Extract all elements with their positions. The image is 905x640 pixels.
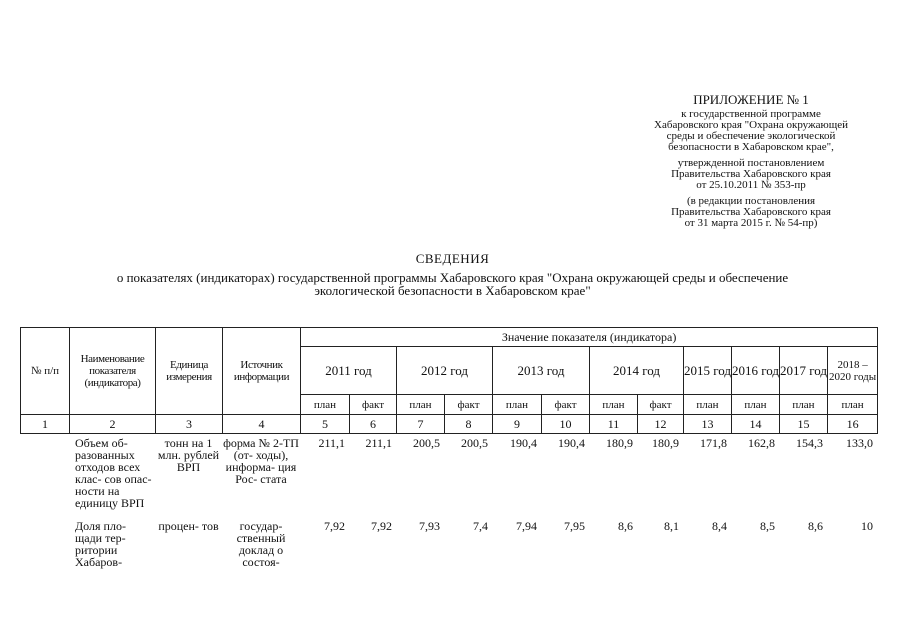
row-value: 162,8 <box>748 436 775 450</box>
header-plan: план <box>397 395 445 415</box>
column-number: 16 <box>828 415 878 434</box>
header-year: 2014 год <box>590 347 684 395</box>
header-year: 2016 год <box>732 347 780 395</box>
column-number: 11 <box>590 415 638 434</box>
row-unit: тонн на 1 млн. рублей ВРП <box>157 436 220 474</box>
row-value: 7,92 <box>324 519 345 533</box>
header-num: № п/п <box>21 328 70 415</box>
row-value: 7,92 <box>371 519 392 533</box>
row-name: Объем об- разованных отходов всех клас- сов опас- ности на единицу ВРП <box>75 436 152 510</box>
appendix-line: безопасности в Хабаровском крае", <box>668 141 834 153</box>
column-number: 10 <box>542 415 590 434</box>
column-number: 9 <box>493 415 542 434</box>
column-number: 2 <box>70 415 156 434</box>
header-plan: план <box>590 395 638 415</box>
header-fact: факт <box>638 395 684 415</box>
indicators-table-header <box>20 327 878 434</box>
column-number: 4 <box>223 415 301 434</box>
row-unit: процен- тов <box>158 519 219 533</box>
row-value: 200,5 <box>461 436 488 450</box>
header-plan: план <box>828 395 878 415</box>
header-fact: факт <box>350 395 397 415</box>
row-num <box>20 437 69 509</box>
row-value: 211,1 <box>318 436 345 450</box>
row-value: 10 <box>861 519 873 533</box>
row-value: 7,94 <box>516 519 537 533</box>
table-row <box>20 437 877 509</box>
appendix-line: утвержденной постановлением <box>677 157 825 169</box>
row-value: 7,95 <box>564 519 585 533</box>
indicators-table-body <box>20 437 877 568</box>
header-year: 2011 год <box>301 347 397 395</box>
document-title: СВЕДЕНИЯ <box>415 251 490 266</box>
row-source: государ- ственный доклад о состоя- <box>236 519 286 569</box>
row-num <box>20 509 69 568</box>
appendix-line: Правительства Хабаровского края <box>671 168 831 180</box>
row-value: 8,6 <box>808 519 823 533</box>
column-number: 6 <box>350 415 397 434</box>
header-year: 2018 – 2020 годы <box>828 347 878 395</box>
column-number: 1 <box>21 415 70 434</box>
header-plan: план <box>301 395 350 415</box>
row-value: 8,4 <box>712 519 727 533</box>
header-source: Источник информации <box>223 328 301 415</box>
column-number: 7 <box>397 415 445 434</box>
appendix-line: (в редакции постановления <box>686 195 816 207</box>
column-number: 12 <box>638 415 684 434</box>
row-value: 133,0 <box>846 436 873 450</box>
row-value: 200,5 <box>413 436 440 450</box>
row-value: 8,5 <box>760 519 775 533</box>
appendix-heading: ПРИЛОЖЕНИЕ № 1 <box>693 92 809 107</box>
document-subtitle: о показателях (индикаторах) государственной программы Хабаровского края "Охрана окружающей среды и обеспечение экологической безопасности в Хабаровском крае" <box>116 270 789 298</box>
row-value: 171,8 <box>700 436 727 450</box>
row-value: 8,6 <box>618 519 633 533</box>
appendix-line: от 25.10.2011 № 353-пр <box>696 179 806 191</box>
header-year: 2017 год <box>780 347 828 395</box>
header-year: 2012 год <box>397 347 493 395</box>
row-value: 154,3 <box>796 436 823 450</box>
header-plan: план <box>684 395 732 415</box>
column-number: 5 <box>301 415 350 434</box>
header-name: Наименование показателя (индикатора) <box>70 328 156 415</box>
header-values: Значение показателя (индикатора) <box>301 328 878 347</box>
appendix-line: Правительства Хабаровского края <box>671 206 831 218</box>
column-number: 15 <box>780 415 828 434</box>
row-value: 180,9 <box>652 436 679 450</box>
column-number: 3 <box>156 415 223 434</box>
row-value: 190,4 <box>510 436 537 450</box>
column-number: 8 <box>445 415 493 434</box>
row-value: 7,4 <box>473 519 488 533</box>
table-row <box>20 509 877 568</box>
row-value: 180,9 <box>606 436 633 450</box>
header-plan: план <box>493 395 542 415</box>
appendix-line: от 31 марта 2015 г. № 54-пр) <box>684 217 818 229</box>
row-name: Доля пло- щади тер- ритории Хабаров- <box>75 519 126 569</box>
row-value: 7,93 <box>419 519 440 533</box>
appendix-line: среды и обеспечение экологической <box>666 130 836 142</box>
appendix-line: к государственной программе <box>681 108 821 120</box>
row-value: 8,1 <box>664 519 679 533</box>
row-value: 211,1 <box>365 436 392 450</box>
header-plan: план <box>780 395 828 415</box>
column-number: 14 <box>732 415 780 434</box>
header-year: 2013 год <box>493 347 590 395</box>
row-value: 190,4 <box>558 436 585 450</box>
row-source: форма № 2-ТП (от- ходы), информа- ция Рос- стата <box>223 436 299 486</box>
header-year: 2015 год <box>684 347 732 395</box>
header-fact: факт <box>542 395 590 415</box>
appendix-line: Хабаровского края "Охрана окружающей <box>654 119 848 131</box>
appendix-block <box>636 92 866 229</box>
column-number: 13 <box>684 415 732 434</box>
header-fact: факт <box>445 395 493 415</box>
header-unit: Единица измерения <box>156 328 223 415</box>
header-plan: план <box>732 395 780 415</box>
